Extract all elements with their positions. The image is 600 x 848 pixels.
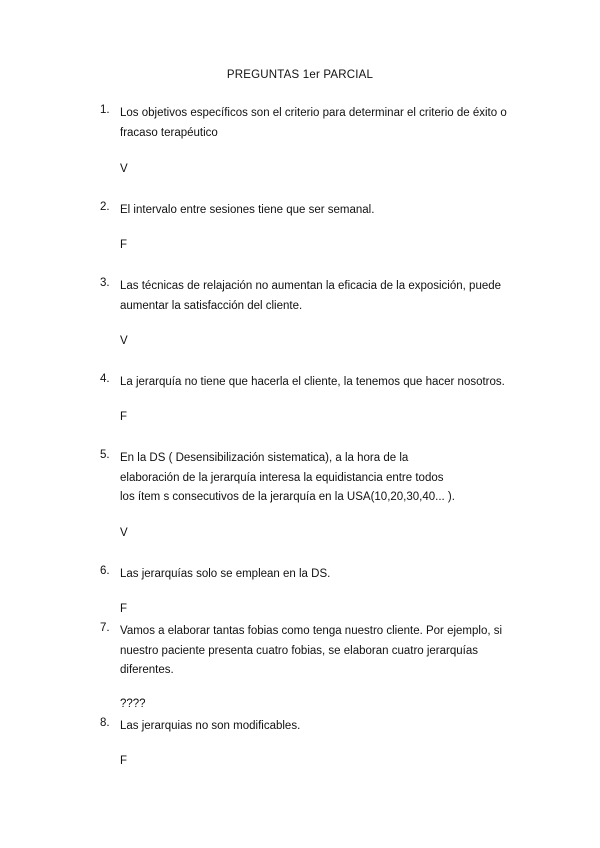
question-number: 1. (100, 104, 110, 116)
answer-1: V (120, 163, 128, 175)
question-line: Las jerarquías solo se emplean en la DS. (120, 568, 331, 580)
page-title: PREGUNTAS 1er PARCIAL (226, 69, 374, 81)
answer-4: F (120, 411, 128, 423)
question-text (120, 565, 505, 585)
question-line: El intervalo entre sesiones tiene que ser semanal. (120, 204, 375, 216)
question-text (120, 717, 505, 737)
answer-5: V (120, 527, 128, 539)
question-line: los ítem s consecutivos de la jerarquía en la USA(10,20,30,40... ). (120, 491, 455, 503)
question-line: nuestro paciente presenta cuatro fobias, se elaboran cuatro jerarquías (120, 644, 478, 657)
question-text (120, 373, 505, 393)
answer-2: F (120, 239, 128, 251)
question-line: Los objetivos específicos son el criterio para determinar el criterio de éxito o (120, 107, 507, 119)
question-text (120, 449, 505, 508)
question-text (120, 622, 505, 681)
question-line: aumentar la satisfacción del cliente. (120, 299, 303, 312)
question-number: 2. (100, 201, 110, 213)
question-number: 8. (100, 717, 110, 729)
question-text (120, 201, 505, 221)
answer-6: F (120, 603, 128, 615)
answer-3: V (120, 335, 128, 347)
question-number: 7. (100, 622, 110, 634)
question-number: 6. (100, 565, 110, 577)
question-line: Las técnicas de relajación no aumentan la eficacia de la exposición, puede (120, 280, 502, 292)
question-line: En la DS ( Desensibilización sistematica), a la hora de la (120, 452, 409, 464)
question-line: La jerarquía no tiene que hacerla el cliente, la tenemos que hacer nosotros. (120, 376, 505, 388)
question-line: Vamos a elaborar tantas fobias como tenga nuestro cliente. Por ejemplo, si (120, 625, 503, 637)
question-line: diferentes. (120, 664, 174, 676)
question-number: 4. (100, 373, 110, 385)
answer-8: F (120, 755, 128, 767)
question-number: 5. (100, 449, 110, 461)
question-line: Las jerarquias no son modificables. (120, 720, 301, 732)
question-line: fracaso terapéutico (120, 126, 218, 139)
answer-7: ???? (120, 698, 146, 710)
question-number: 3. (100, 277, 110, 289)
question-text (120, 104, 505, 143)
question-line: elaboración de la jerarquía interesa la equidistancia entre todos (120, 471, 444, 484)
question-text (120, 277, 505, 316)
